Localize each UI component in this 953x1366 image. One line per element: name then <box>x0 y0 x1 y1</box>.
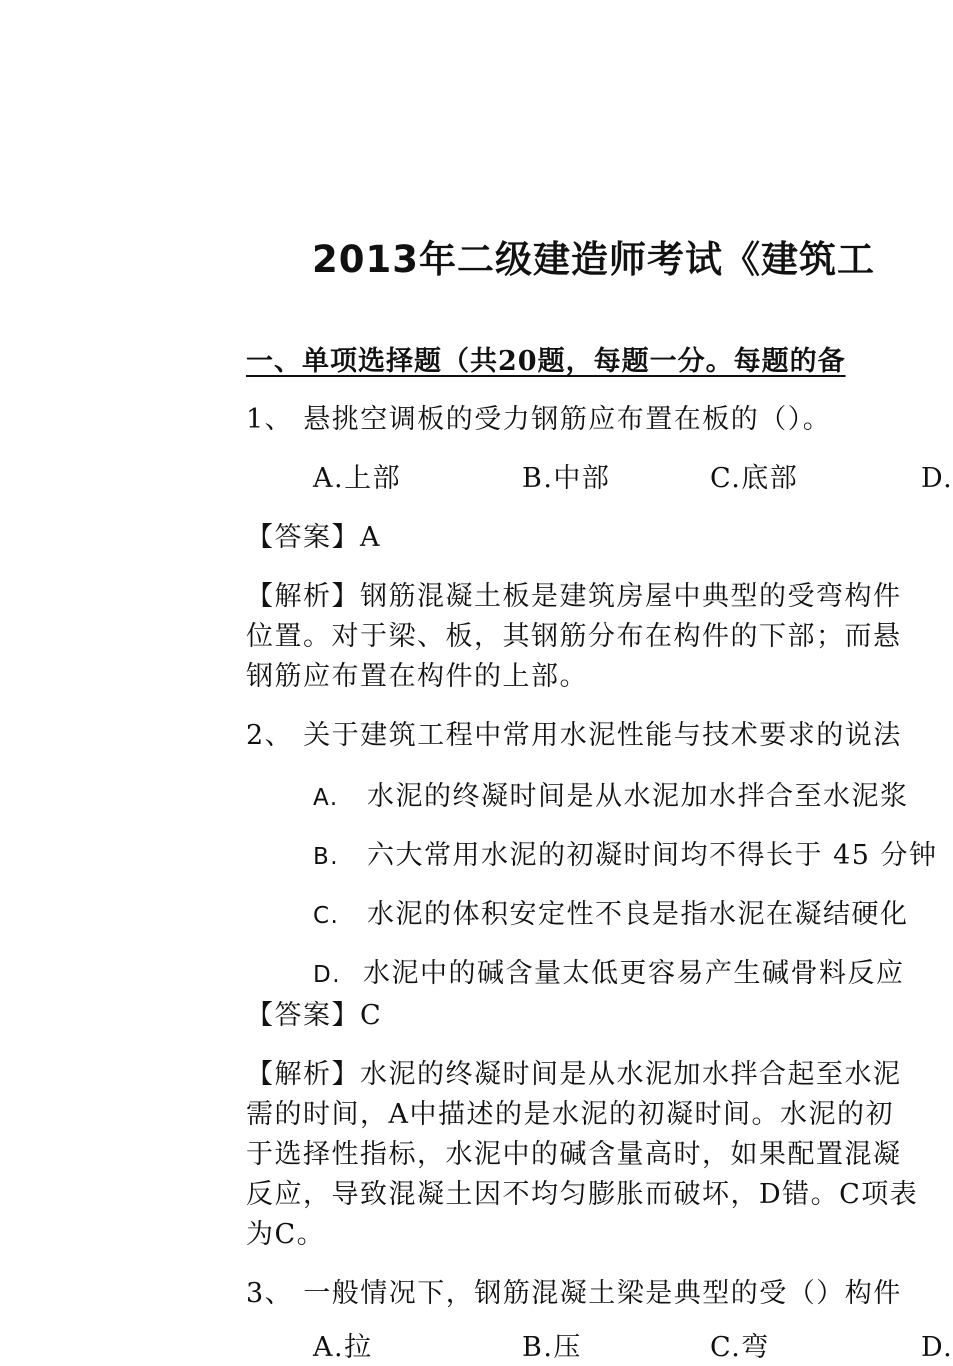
question-2-stem: 2、 关于建筑工程中常用水泥性能与技术要求的说法 <box>246 720 902 751</box>
q2-analysis-line-3: 于选择性指标，水泥中的碱含量高时，如果配置混凝 <box>246 1139 902 1170</box>
q1-answer: 【答案】A <box>246 522 381 553</box>
q2-option-b-letter: B. <box>313 844 340 870</box>
q1-option-b: B.中部 <box>522 463 611 494</box>
q2-answer: 【答案】C <box>246 1000 383 1031</box>
q2-option-a-text: 水泥的终凝时间是从水泥加水拌合至水泥浆 <box>367 781 909 812</box>
q3-option-b: B.压 <box>522 1332 582 1363</box>
q2-analysis-line-1: 【解析】水泥的终凝时间是从水泥加水拌合起至水泥 <box>246 1059 902 1090</box>
q1-analysis-line-2: 位置。对于梁、板，其钢筋分布在构件的下部；而悬 <box>246 621 902 652</box>
q1-analysis-line-3: 钢筋应布置在构件的上部。 <box>246 661 588 692</box>
document-title: 2013年二级建造师考试《建筑工 <box>312 238 875 281</box>
q2-option-a-letter: A. <box>313 785 339 811</box>
q2-option-a <box>313 779 909 816</box>
q2-option-d-letter: D. <box>313 962 342 988</box>
q2-option-d <box>313 956 905 993</box>
question-3-stem: 3、 一般情况下，钢筋混凝土梁是典型的受（）构件 <box>246 1278 902 1309</box>
q1-option-d: D. <box>921 463 953 494</box>
q1-option-a: A.上部 <box>313 463 402 494</box>
question-1-stem: 1、 悬挑空调板的受力钢筋应布置在板的（）。 <box>246 404 832 435</box>
q2-analysis-line-5: 为C。 <box>246 1219 326 1250</box>
q2-analysis-line-4: 反应，导致混凝土因不均匀膨胀而破坏，D错。C项表 <box>246 1179 919 1210</box>
q3-option-a: A.拉 <box>313 1332 373 1363</box>
q3-option-c: C.弯 <box>710 1332 770 1363</box>
q2-option-d-text: 水泥中的碱含量太低更容易产生碱骨料反应 <box>363 958 905 989</box>
q2-option-b-text: 六大常用水泥的初凝时间均不得长于 45 分钟 <box>367 840 938 871</box>
q2-option-b <box>313 838 938 875</box>
q2-option-c-letter: C. <box>313 903 340 929</box>
q2-option-c-text: 水泥的体积安定性不良是指水泥在凝结硬化 <box>367 899 909 930</box>
q2-analysis-line-2: 需的时间，A中描述的是水泥的初凝时间。水泥的初 <box>246 1099 894 1130</box>
q1-option-c: C.底部 <box>710 463 799 494</box>
section-heading: 一、单项选择题（共20题，每题一分。每题的备 <box>246 346 846 377</box>
q1-analysis-line-1: 【解析】钢筋混凝土板是建筑房屋中典型的受弯构件 <box>246 581 902 612</box>
q2-option-c <box>313 897 909 934</box>
q3-option-d: D. <box>921 1332 953 1363</box>
